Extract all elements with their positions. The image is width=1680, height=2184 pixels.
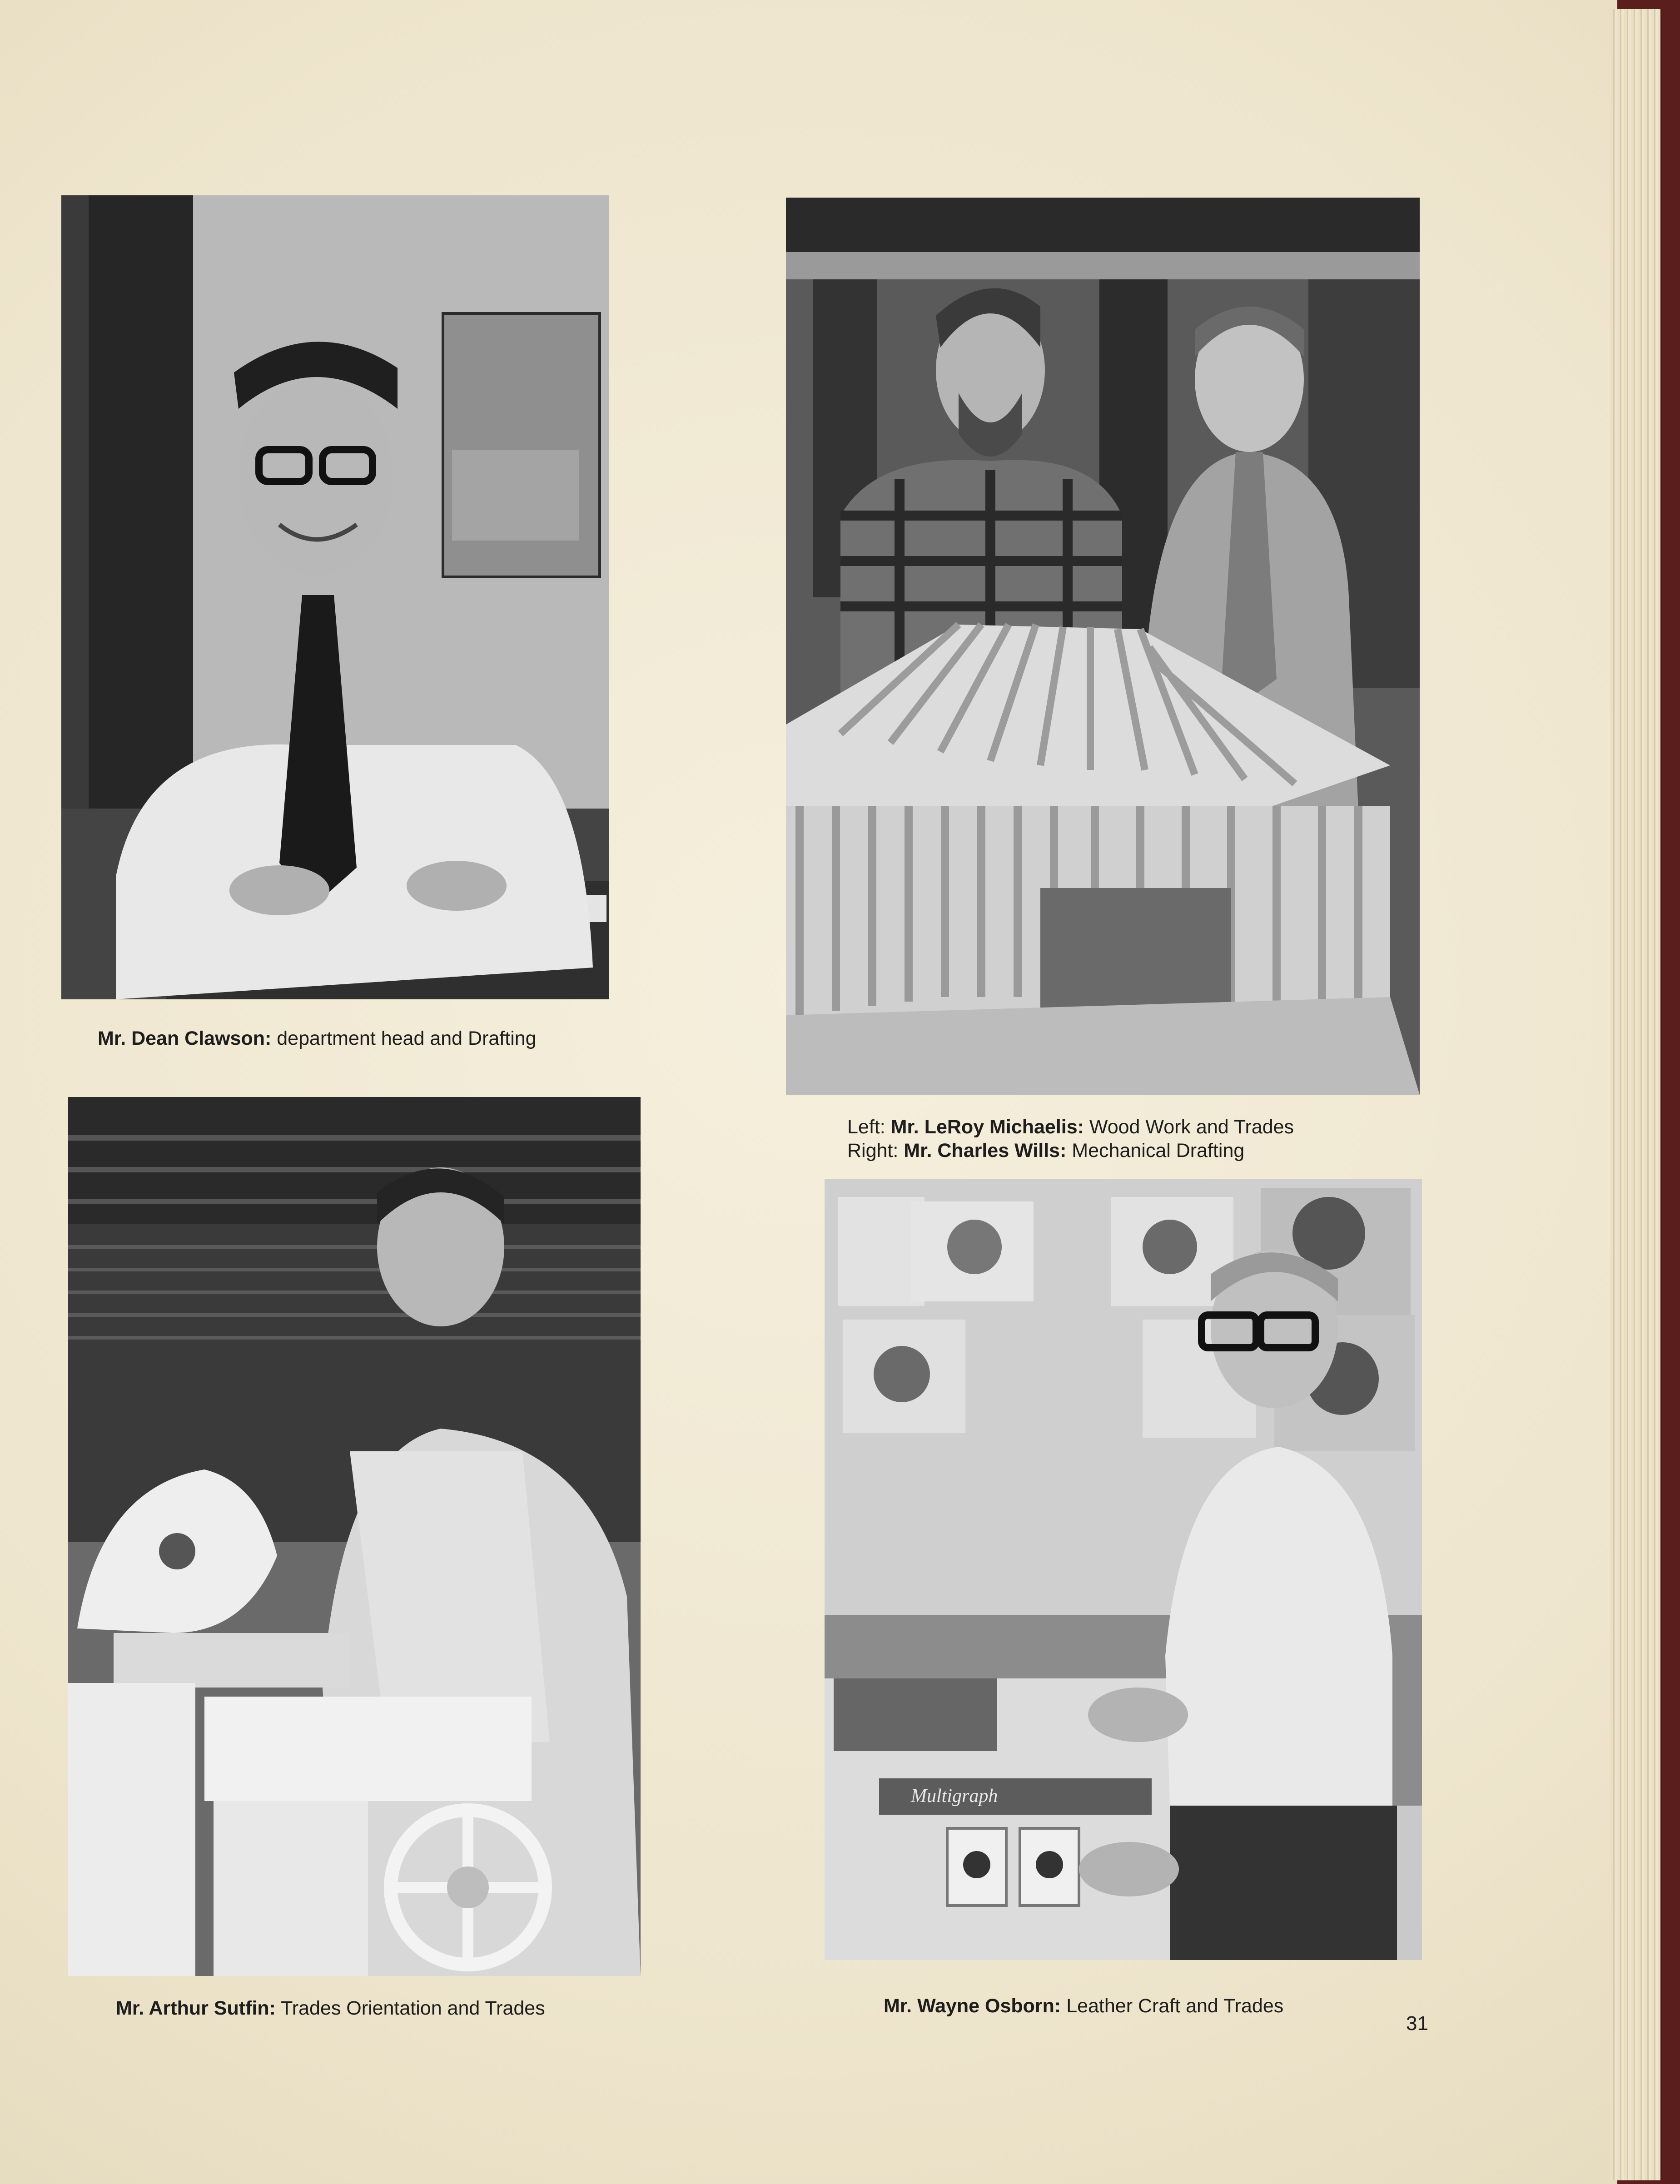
caption-left-name: Mr. LeRoy Michaelis: [890, 1116, 1084, 1138]
caption-role: Trades Orientation and Trades [281, 1997, 545, 2019]
photo-dean-clawson [61, 195, 609, 999]
caption-left-role: Wood Work and Trades [1089, 1116, 1294, 1138]
caption-arthur-sutfin [116, 1996, 545, 2020]
caption-wayne-osborn [884, 1994, 1283, 2018]
caption-name: Mr. Dean Clawson: [98, 1027, 272, 1049]
caption-right-prefix: Right: [847, 1140, 899, 1161]
caption-role: department head and Drafting [277, 1027, 537, 1049]
caption-name: Mr. Arthur Sutfin: [116, 1997, 276, 2019]
caption-dean-clawson [98, 1027, 537, 1050]
machine-brand: Multigraph [911, 1786, 998, 1807]
caption-michaelis-wills [847, 1115, 1294, 1162]
caption-role: Leather Craft and Trades [1066, 1995, 1284, 2017]
page-number: 31 [1406, 2012, 1428, 2035]
photo-arthur-sutfin [68, 1097, 641, 1976]
page-edge-stack [1610, 9, 1662, 2180]
caption-right-line [847, 1139, 1294, 1162]
caption-right-role: Mechanical Drafting [1072, 1140, 1245, 1161]
caption-right-name: Mr. Charles Wills: [904, 1140, 1067, 1161]
caption-left-line [847, 1115, 1294, 1139]
caption-name: Mr. Wayne Osborn: [884, 1995, 1061, 2017]
photo-michaelis-wills [786, 198, 1420, 1095]
caption-left-prefix: Left: [847, 1116, 885, 1138]
photo-wayne-osborn [825, 1179, 1422, 1960]
